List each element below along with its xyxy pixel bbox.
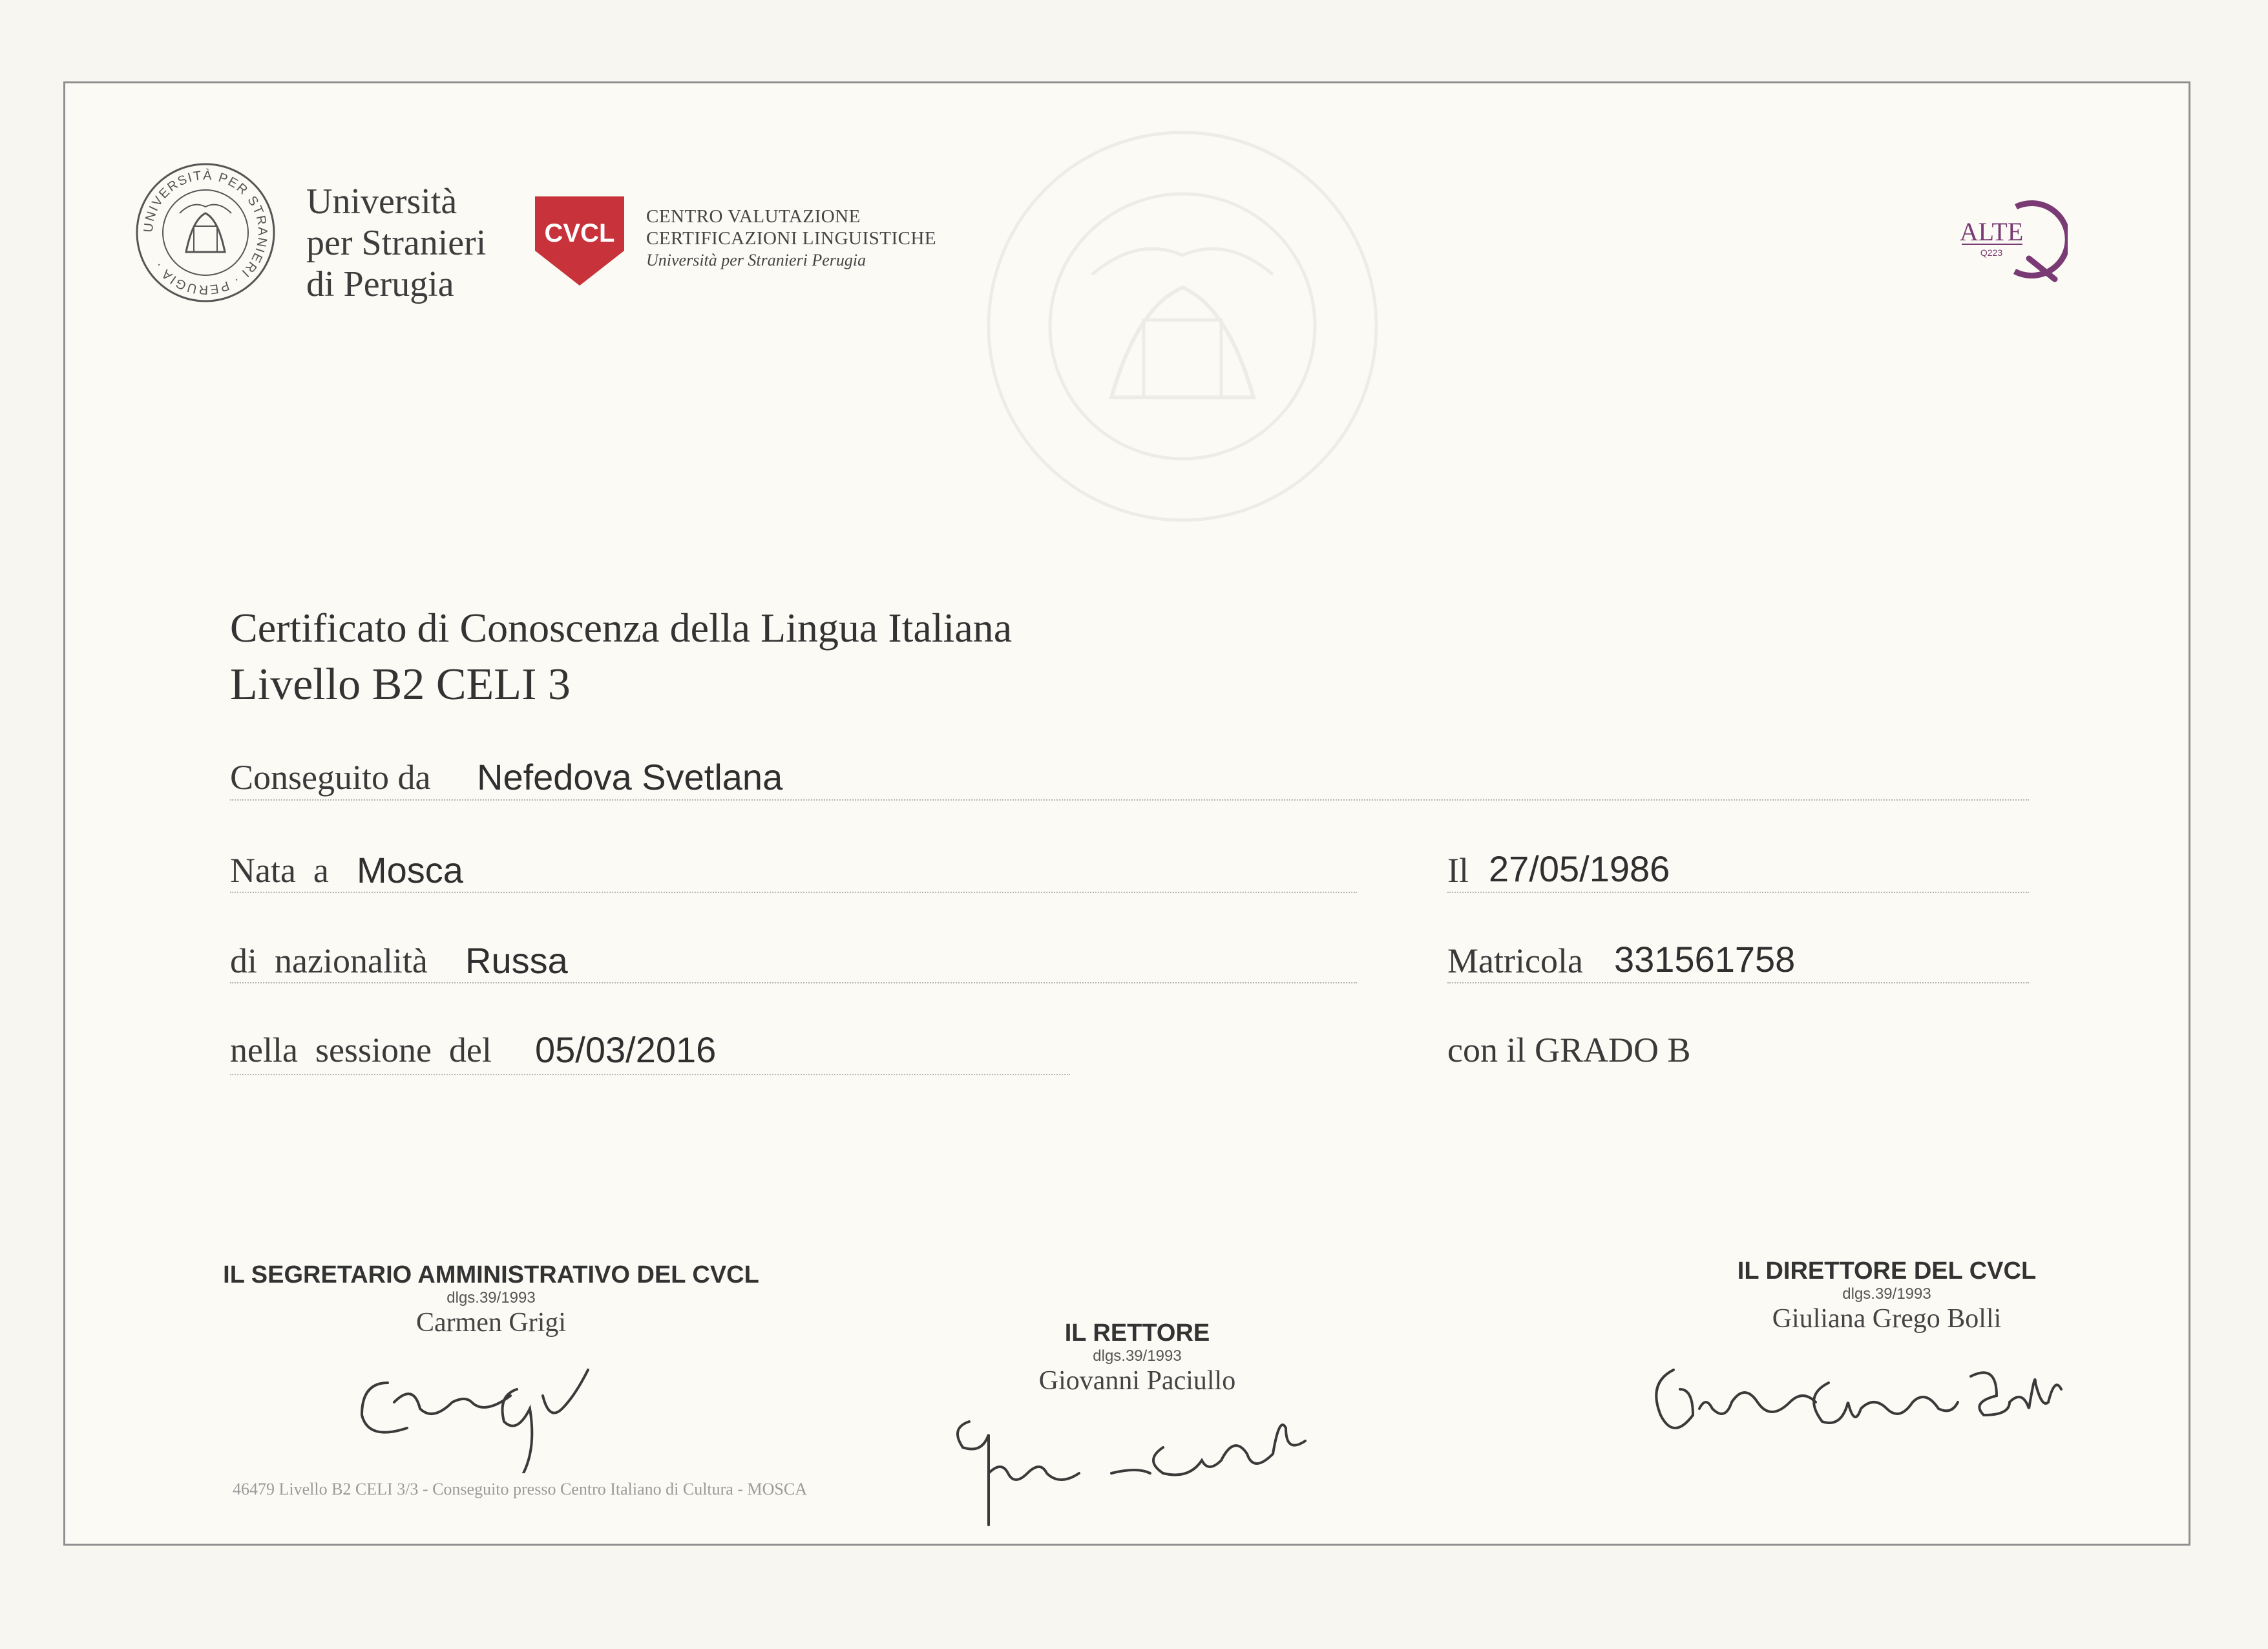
university-name-line-2: per Stranieri (306, 223, 487, 263)
sessione-label: nella sessione del (230, 1031, 492, 1069)
nata-label: Nata a (230, 851, 329, 890)
matricola-value: 331561758 (1614, 939, 1796, 980)
conseguito-rule (230, 799, 2029, 801)
rettore-name: Giovanni Paciullo (1038, 1366, 1236, 1396)
cvcl-logo (531, 191, 628, 288)
conseguito-label: Conseguito da (230, 758, 431, 797)
certificate-level: Livello B2 CELI 3 (230, 660, 571, 709)
matricola-label: Matricola (1447, 941, 1583, 980)
rettore-block (956, 1319, 1318, 1396)
rettore-role: IL RETTORE (1064, 1319, 1210, 1347)
il-value: 27/05/1986 (1489, 848, 1670, 889)
svg-text:ALTE: ALTE (1959, 217, 2024, 246)
cvcl-name-line-2: CERTIFICAZIONI LINGUISTICHE (646, 228, 937, 249)
nata-value: Mosca (357, 850, 463, 890)
conseguito-value: Nefedova Svetlana (477, 757, 783, 797)
footer-text: 46479 Livello B2 CELI 3/3 - Conseguito presso Centro Italiano di Cultura - MOSCA (233, 1480, 807, 1498)
nazionalita-label: di nazionalità (230, 941, 428, 980)
embossed-seal-icon (982, 126, 1383, 527)
university-name-line-1: Università (306, 182, 457, 222)
grado-text: con il GRADO B (1447, 1031, 1691, 1069)
segretario-dlgs: dlgs.39/1993 (446, 1289, 536, 1307)
segretario-role: IL SEGRETARIO AMMINISTRATIVO DEL CVCL (223, 1261, 759, 1288)
svg-text:CVCL: CVCL (544, 219, 615, 247)
cvcl-name-line-1: CENTRO VALUTAZIONE (646, 206, 861, 227)
matricola-rule (1447, 982, 2029, 983)
direttore-role: IL DIRETTORE DEL CVCL (1737, 1257, 2037, 1285)
il-rule (1447, 892, 2029, 893)
svg-text:Q223: Q223 (1980, 247, 2003, 258)
nazionalita-value: Russa (465, 940, 568, 981)
direttore-block (1667, 1257, 2106, 1334)
rettore-signature (943, 1402, 1331, 1531)
university-name-line-3: di Perugia (306, 264, 454, 304)
certificate-title: Certificato di Conoscenza della Lingua Italiana (230, 605, 1013, 651)
direttore-dlgs: dlgs.39/1993 (1842, 1285, 1931, 1303)
alte-logo (1945, 194, 2068, 284)
university-name (306, 181, 486, 305)
direttore-name: Giuliana Grego Bolli (1772, 1304, 2002, 1334)
direttore-signature (1635, 1350, 2106, 1467)
cvcl-name (646, 205, 936, 271)
segretario-block (220, 1261, 762, 1338)
cvcl-university: Università per Stranieri Perugia (646, 251, 866, 269)
nazionalita-rule (230, 982, 1357, 983)
sessione-value: 05/03/2016 (535, 1029, 717, 1070)
il-label: Il (1447, 851, 1469, 890)
segretario-signature (349, 1357, 633, 1473)
rettore-dlgs: dlgs.39/1993 (1093, 1347, 1182, 1365)
svg-text:UNIVERSITÀ PER STRANIERI · PER: UNIVERSITÀ PER STRANIERI · PERUGIA · (141, 168, 270, 297)
sessione-rule (230, 1074, 1070, 1075)
segretario-name: Carmen Grigi (415, 1308, 567, 1338)
university-seal-icon (134, 162, 277, 304)
nata-rule (230, 892, 1357, 893)
